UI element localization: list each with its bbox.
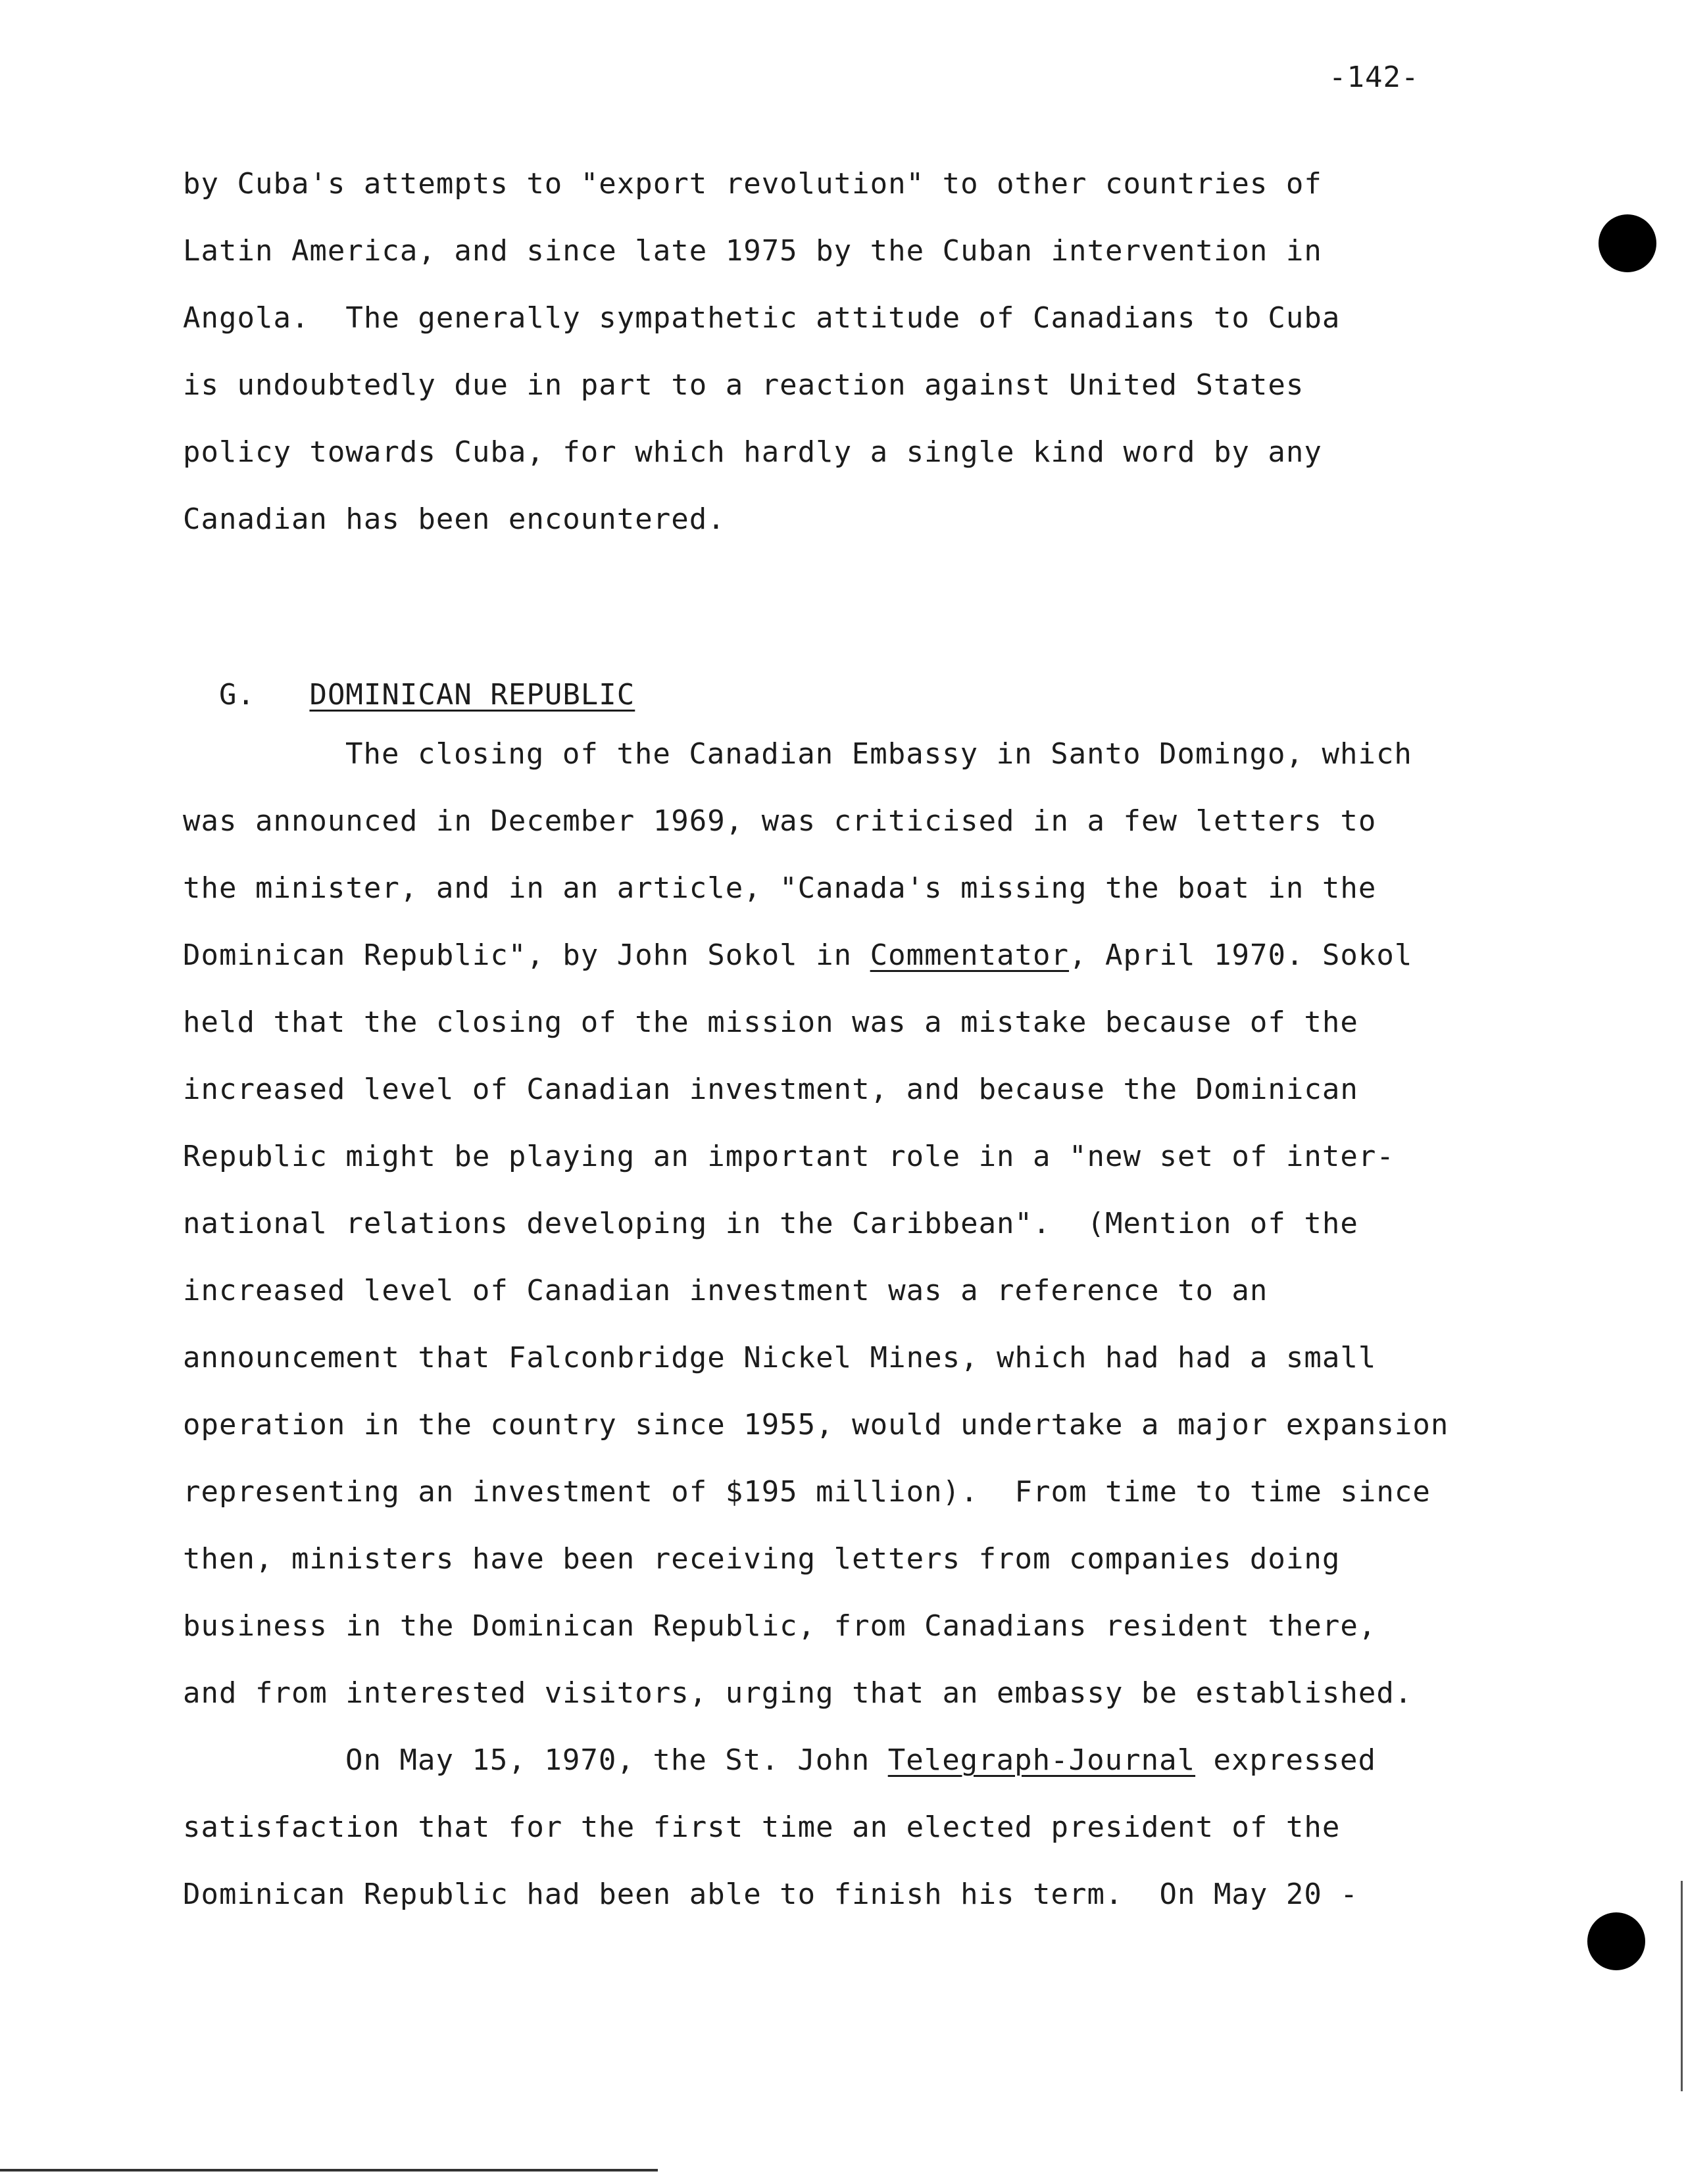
page-number: -142- — [1329, 61, 1420, 94]
text-line: national relations developing in the Caribbean". (Mention of the — [183, 1207, 1358, 1240]
text-line: announcement that Falconbridge Nickel Mines, which had had a small — [183, 1341, 1377, 1374]
publication-title: Commentator — [870, 938, 1070, 972]
text-line: satisfaction that for the first time an elected president of the — [183, 1810, 1341, 1844]
punch-hole-bottom — [1587, 1912, 1645, 1970]
text-line: operation in the country since 1955, would undertake a major expansion — [183, 1408, 1449, 1442]
text-line: Angola. The generally sympathetic attitude of Canadians to Cuba — [183, 301, 1341, 335]
text-line: Republic might be playing an important role in a "new set of inter- — [183, 1140, 1395, 1173]
text-line: Canadian has been encountered. — [183, 502, 726, 536]
text-line: the minister, and in an article, "Canada's missing the boat in the — [183, 871, 1377, 905]
text-line: representing an investment of $195 million). From time to time since — [183, 1475, 1431, 1509]
text-line: On May 15, 1970, the St. John Telegraph-Journal expressed — [345, 1743, 1376, 1777]
section-letter: G. — [218, 678, 255, 712]
text-line: was announced in December 1969, was criticised in a few letters to — [183, 804, 1377, 838]
section-title: DOMINICAN REPUBLIC — [309, 678, 635, 712]
right-edge-mark — [1681, 1881, 1683, 2091]
text-line: Latin America, and since late 1975 by the Cuban intervention in — [183, 234, 1322, 268]
text-line: held that the closing of the mission was a mistake because of the — [183, 1006, 1358, 1039]
text-line: increased level of Canadian investment was a reference to an — [183, 1274, 1268, 1307]
text-line: Dominican Republic", by John Sokol in Commentator, April 1970. Sokol — [183, 938, 1413, 972]
publication-title: Telegraph-Journal — [887, 1743, 1196, 1777]
punch-hole-top — [1599, 214, 1656, 272]
text-line: by Cuba's attempts to "export revolution" to other countries of — [183, 167, 1322, 201]
text-line: policy towards Cuba, for which hardly a single kind word by any — [183, 435, 1322, 469]
text-line: Dominican Republic had been able to finish his term. On May 20 - — [183, 1878, 1358, 1911]
section-heading — [183, 636, 635, 715]
text-line: is undoubtedly due in part to a reaction against United States — [183, 368, 1304, 402]
text-line: and from interested visitors, urging that an embassy be established. — [183, 1676, 1413, 1710]
bottom-edge-rule — [0, 2169, 658, 2172]
text-line: then, ministers have been receiving letters from companies doing — [183, 1542, 1341, 1576]
text-line: business in the Dominican Republic, from Canadians resident there, — [183, 1609, 1377, 1643]
text-line: increased level of Canadian investment, and because the Dominican — [183, 1073, 1358, 1106]
text-line: The closing of the Canadian Embassy in Santo Domingo, which — [345, 737, 1412, 771]
